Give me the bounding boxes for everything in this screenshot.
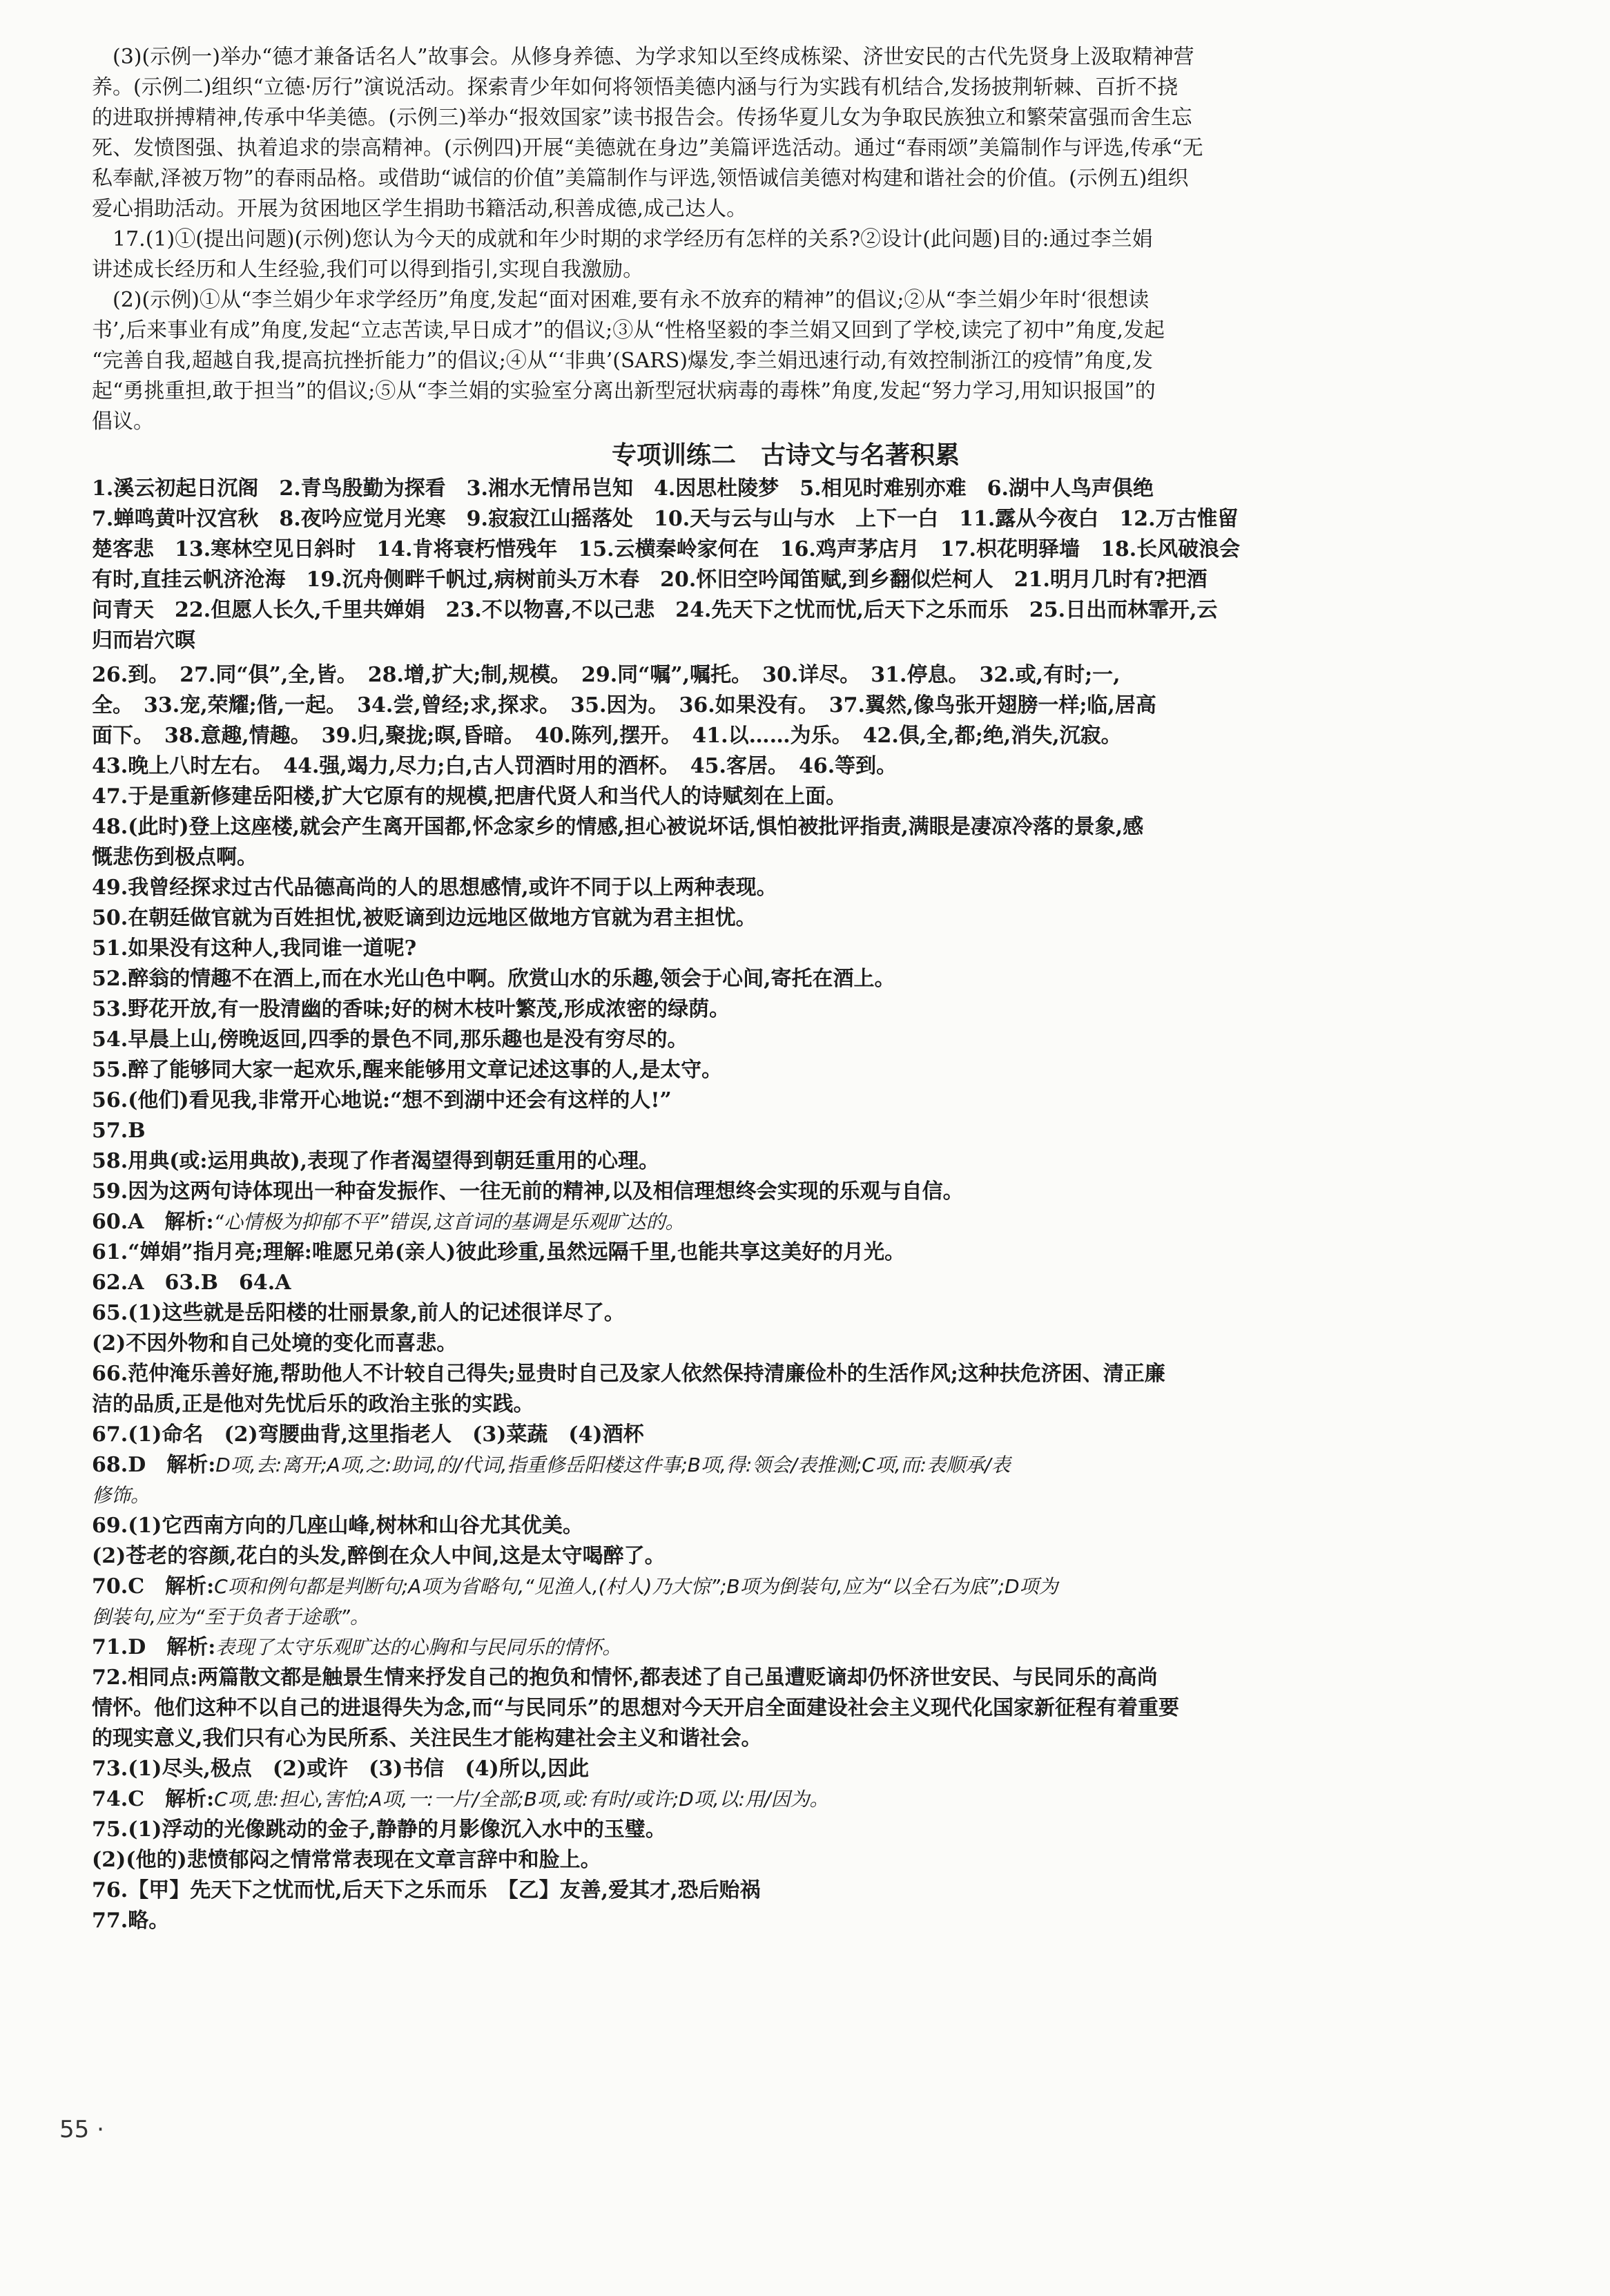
answer-number: 70.C [92,1574,166,1599]
text-line: 讲述成长经历和人生经验,我们可以得到指引,实现自我激励。 [92,258,644,282]
answer-line: 7.蝉鸣黄叶汉宫秋 8.夜吟应觉月光寒 9.寂寂江山摇落处 10.天与云与山与水 上下一白 11.露从今夜白 12.万古惟留 [92,507,1239,531]
analysis-text: “心情极为抑郁不平”错误,这首词的基调是乐观旷达的。 [213,1210,685,1233]
answer-line: 全。 33.宠,荣耀;偕,一起。 34.尝,曾经;求,探求。 35.因为。 36.如果没有。 37.翼然,像鸟张开翅膀一样;临,居高 [92,693,1156,717]
answer-line: 59.因为这两句诗体现出一种奋发振作、一往无前的精神,以及相信理想终会实现的乐观与自信。 [92,1179,964,1204]
answer-line: 慨悲伤到极点啊。 [92,845,258,869]
answer-line: 77.略。 [92,1909,170,1933]
analysis-text: 修饰。 [92,1484,151,1507]
answer-line: 66.范仲淹乐善好施,帮助他人不计较自己得失;显贵时自己及家人依然保持清廉俭朴的生活作风;这种扶危济困、清正廉 [92,1362,1165,1386]
answer-line: 有时,直挂云帆济沧海 19.沉舟侧畔千帆过,病树前头万木春 20.怀旧空吟闻笛赋,到乡翻似烂柯人 21.明月几时有?把酒 [92,568,1208,592]
analysis-label: 解析: [165,1574,215,1599]
analysis-text: 倒装句,应为“至于负者于途歌”。 [92,1605,369,1628]
analysis-line [92,1786,1480,1816]
text-line: 17.(1)①(提出问题)(示例)您认为今天的成就和年少时期的求学经历有怎样的关系?②设计(此问题)目的:通过李兰娟 [92,227,1153,251]
answer-line: 73.(1)尽头,极点 (2)或许 (3)书信 (4)所以,因此 [92,1757,590,1781]
answer-line: 47.于是重新修建岳阳楼,扩大它原有的规模,把唐代贤人和当代人的诗赋刻在上面。 [92,784,847,809]
text-line: 私奉献,泽被万物”的春雨品格。或借助“诚信的价值”美篇制作与评选,领悟诚信美德对构建和谐社会的价值。(示例五)组织 [92,166,1189,191]
answer-line: 情怀。他们这种不以自己的进退得失为念,而“与民同乐”的思想对今天开启全面建设社会主义现代化国家新征程有着重要 [92,1696,1179,1720]
text-line: (3)(示例一)举办“德才兼备话名人”故事会。从修身养德、为学求知以至终成栋梁、济世安民的古代先贤身上汲取精神营 [92,45,1194,69]
analysis-text: D项,去:离开;A项,之:助词,的/代词,指重修岳阳楼这件事;B项,得:领会/表推测;C项,而:表顺承/表 [215,1454,1011,1476]
analysis-line [92,1451,1480,1482]
analysis-label: 解析: [164,1210,214,1234]
answer-line: 57.B [92,1119,146,1143]
text-line: 的进取拼搏精神,传承中华美德。(示例三)举办“报效国家”读书报告会。传扬华夏儿女为争取民族独立和繁荣富强而舍生忘 [92,106,1192,130]
text-line: (2)(示例)①从“李兰娟少年求学经历”角度,发起“面对困难,要有永不放弃的精神”的倡议;②从“李兰娟少年时‘很想读 [92,288,1150,312]
answer-line: 楚客悲 13.寒林空见日斜时 14.肯将衰朽惜残年 15.云横秦岭家何在 16.鸡声茅店月 17.枳花明驿墙 18.长风破浪会 [92,537,1241,561]
answer-line: 26.到。 27.同“俱”,全,皆。 28.增,扩大;制,规模。 29.同“嘱”,嘱托。 30.详尽。 31.停息。 32.或,有时;一, [92,663,1121,687]
answer-line: 52.醉翁的情趣不在酒上,而在水光山色中啊。欣赏山水的乐趣,领会于心间,寄托在酒上。 [92,967,895,991]
answer-line: (2)苍老的容颜,花白的头发,醉倒在众人中间,这是太守喝醉了。 [92,1544,666,1568]
page-number: 55 · [59,2116,104,2143]
answer-line: 43.晚上八时左右。 44.强,竭力,尽力;白,古人罚酒时用的酒杯。 45.客居。 46.等到。 [92,754,898,778]
answer-line: 75.(1)浮动的光像跳动的金子,静静的月影像沉入水中的玉璧。 [92,1817,666,1842]
analysis-text: C项和例句都是判断句;A项为省略句,“见渔人,(村人)乃大惊”;B项为倒装句,应为“以全石为底”;D项为 [214,1575,1058,1598]
answer-line: 67.(1)命名 (2)弯腰曲背,这里指老人 (3)菜蔬 (4)酒杯 [92,1422,644,1447]
answer-line: (2)不因外物和自己处境的变化而喜悲。 [92,1331,458,1356]
answer-line: 49.我曾经探求过古代品德高尚的人的思想感情,或许不同于以上两种表现。 [92,876,777,900]
analysis-line [92,1603,1480,1634]
answer-line: 72.相同点:两篇散文都是触景生情来抒发自己的抱负和情怀,都表述了自己虽遭贬谪却仍怀济世安民、与民同乐的高尚 [92,1666,1158,1690]
answer-line: 归而岩穴暝 [92,628,195,653]
analysis-label: 解析: [166,1453,216,1477]
answer-line: 76.【甲】先天下之忧而忧,后天下之乐而乐 【乙】友善,爱其才,恐后贻祸 [92,1878,761,1902]
answer-line: 1.溪云初起日沉阁 2.青鸟殷勤为探看 3.湘水无情吊岂知 4.因思杜陵梦 5.相见时难别亦难 6.湖中人鸟声俱绝 [92,476,1154,501]
answer-line: 58.用典(或:运用典故),表现了作者渴望得到朝廷重用的心理。 [92,1149,660,1173]
answer-line: (2)(他的)悲愤郁闷之情常常表现在文章言辞中和脸上。 [92,1848,601,1872]
answer-line: 62.A 63.B 64.A [92,1271,291,1295]
analysis-line [92,1208,1480,1239]
answer-line: 69.(1)它西南方向的几座山峰,树林和山谷尤其优美。 [92,1514,583,1538]
answer-line: 54.早晨上山,傍晚返回,四季的景色不同,那乐趣也是没有穷尽的。 [92,1028,688,1052]
answer-number: 71.D [92,1635,167,1659]
answer-line: 61.“婵娟”指月亮;理解:唯愿兄弟(亲人)彼此珍重,虽然远隔千里,也能共享这美好的月光。 [92,1240,906,1264]
answer-line: 51.如果没有这种人,我同谁一道呢? [92,936,417,961]
answer-line: 55.醉了能够同大家一起欢乐,醒来能够用文章记述这事的人,是太守。 [92,1058,723,1082]
analysis-label: 解析: [166,1635,216,1659]
analysis-text: 表现了太守乐观旷达的心胸和与民同乐的情怀。 [215,1636,622,1659]
answer-line: 50.在朝廷做官就为百姓担忧,被贬谪到边远地区做地方官就为君主担忧。 [92,906,757,930]
answer-number: 74.C [92,1787,166,1811]
text-line: “完善自我,超越自我,提高抗挫折能力”的倡议;④从“‘非典’(SARS)爆发,李兰娟迅速行动,有效控制浙江的疫情”角度,发 [92,349,1153,373]
answer-line: 48.(此时)登上这座楼,就会产生离开国都,怀念家乡的情感,担心被说坏话,惧怕被批评指责,满眼是凄凉冷落的景象,感 [92,815,1144,839]
answer-line: 面下。 38.意趣,情趣。 39.归,聚拢;暝,昏暗。 40.陈列,摆开。 41.以……为乐。 42.俱,全,都;绝,消失,沉寂。 [92,724,1122,748]
answer-line: 问青天 22.但愿人长久,千里共婵娟 23.不以物喜,不以己悲 24.先天下之忧而忧,后天下之乐而乐 25.日出而林霏开,云 [92,598,1218,622]
text-line: 爱心捐助活动。开展为贫困地区学生捐助书籍活动,积善成德,成己达人。 [92,197,748,221]
answer-line: 56.(他们)看见我,非常开心地说:“想不到湖中还会有这样的人!” [92,1088,672,1112]
text-line: 倡议。 [92,409,154,434]
text-line: 养。(示例二)组织“立德·厉行”演说活动。探索青少年如何将领悟美德内涵与行为实践有机结合,发扬披荆斩棘、百折不挠 [92,75,1179,99]
answer-line: 洁的品质,正是他对先忧后乐的政治主张的实践。 [92,1392,534,1416]
answer-line: 65.(1)这些就是岳阳楼的壮丽景象,前人的记述很详尽了。 [92,1301,625,1325]
analysis-line [92,1634,1480,1664]
analysis-text: C项,患:担心,害怕;A项,一:一片/全部;B项,或:有时/或许;D项,以:用/因为。 [214,1788,829,1811]
answer-number: 60.A [92,1210,165,1234]
answer-line: 的现实意义,我们只有心为民所系、关注民生才能构建社会主义和谐社会。 [92,1726,762,1750]
answer-number: 68.D [92,1453,167,1477]
section-heading: 专项训练二 古诗文与名著积累 [611,441,960,470]
text-line: 起“勇挑重担,敢于担当”的倡议;⑤从“李兰娟的实验室分离出新型冠状病毒的毒株”角度,发起“努力学习,用知识报国”的 [92,379,1156,403]
text-line: 书’,后来事业有成”角度,发起“立志苦读,早日成才”的倡议;③从“性格坚毅的李兰娟又回到了学校,读完了初中”角度,发起 [92,318,1165,343]
text-line: 死、发愤图强、执着追求的崇高精神。(示例四)开展“美德就在身边”美篇评选活动。通过“春雨颂”美篇制作与评选,传承“无 [92,136,1203,160]
analysis-line [92,1573,1480,1603]
analysis-label: 解析: [165,1787,215,1811]
answer-line: 53.野花开放,有一股清幽的香味;好的树木枝叶繁茂,形成浓密的绿荫。 [92,997,730,1021]
analysis-line [92,1482,1480,1512]
